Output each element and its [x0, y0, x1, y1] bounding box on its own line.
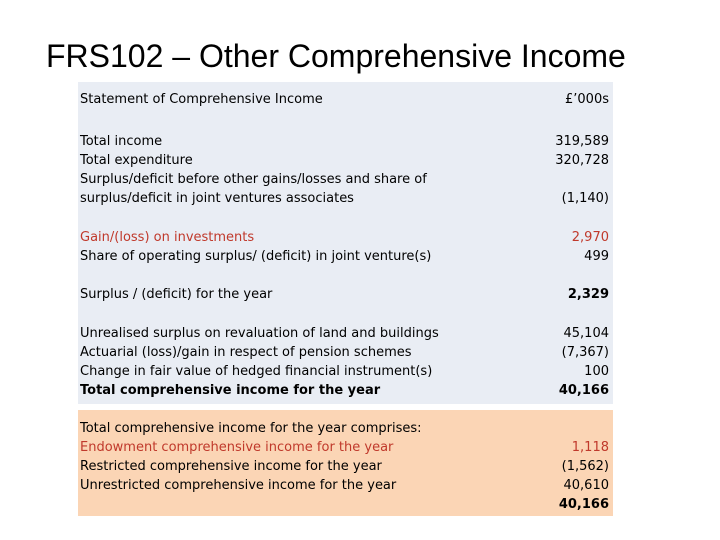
unrealised-label: Unrealised surplus on revaluation of land and buildings — [80, 326, 439, 341]
total-expenditure-value: 320,728 — [555, 153, 609, 168]
header-row — [78, 90, 613, 109]
hedged-row — [78, 362, 613, 381]
surplus-before-row-1 — [78, 170, 613, 189]
total-comprehensive-value: 40,166 — [558, 383, 609, 398]
gain-investments-label: Gain/(loss) on investments — [80, 230, 255, 245]
endowment-label: Endowment comprehensive income for the year — [80, 440, 394, 455]
share-jv-value: 499 — [584, 249, 609, 264]
surplus-year-label: Surplus / (deficit) for the year — [80, 287, 273, 302]
total-expenditure-label: Total expenditure — [80, 153, 193, 168]
total-comprehensive-row — [78, 381, 613, 400]
endowment-row — [78, 438, 613, 457]
unrealised-row — [78, 324, 613, 343]
restricted-row — [78, 457, 613, 476]
surplus-year-row — [78, 285, 613, 304]
breakdown-heading-row — [78, 419, 613, 438]
total-income-value: 319,589 — [555, 134, 609, 149]
hedged-label: Change in fair value of hedged financial instrument(s) — [80, 364, 433, 379]
gain-investments-row — [78, 228, 613, 247]
total-income-row — [78, 132, 613, 151]
slide-title: FRS102 – Other Comprehensive Income — [46, 38, 626, 74]
breakdown-heading: Total comprehensive income for the year comprises: — [80, 421, 422, 436]
statement-panel — [78, 82, 613, 404]
restricted-label: Restricted comprehensive income for the year — [80, 459, 382, 474]
share-jv-row — [78, 247, 613, 266]
actuarial-label: Actuarial (loss)/gain in respect of pension schemes — [80, 345, 412, 360]
actuarial-value: (7,367) — [561, 345, 609, 360]
unit-label: £’000s — [565, 92, 609, 107]
surplus-before-row-2 — [78, 189, 613, 208]
surplus-before-value: (1,140) — [561, 191, 609, 206]
share-jv-label: Share of operating surplus/ (deficit) in joint venture(s) — [80, 249, 432, 264]
unrestricted-value: 40,610 — [563, 478, 609, 493]
actuarial-row — [78, 343, 613, 362]
hedged-value: 100 — [584, 364, 609, 379]
surplus-before-label-line2: surplus/deficit in joint ventures associates — [80, 191, 354, 206]
unrestricted-row — [78, 476, 613, 495]
restricted-value: (1,562) — [561, 459, 609, 474]
total-expenditure-row — [78, 151, 613, 170]
breakdown-total-row — [78, 495, 613, 514]
total-income-label: Total income — [80, 134, 163, 149]
breakdown-panel — [78, 410, 613, 516]
breakdown-total-value: 40,166 — [558, 497, 609, 512]
unrestricted-label: Unrestricted comprehensive income for the year — [80, 478, 397, 493]
endowment-value: 1,118 — [571, 440, 609, 455]
unrealised-value: 45,104 — [563, 326, 609, 341]
surplus-before-label-line1: Surplus/deficit before other gains/losses and share of — [80, 172, 427, 187]
total-comprehensive-label: Total comprehensive income for the year — [80, 383, 381, 398]
surplus-year-value: 2,329 — [567, 287, 609, 302]
statement-heading: Statement of Comprehensive Income — [80, 92, 323, 107]
gain-investments-value: 2,970 — [571, 230, 609, 245]
